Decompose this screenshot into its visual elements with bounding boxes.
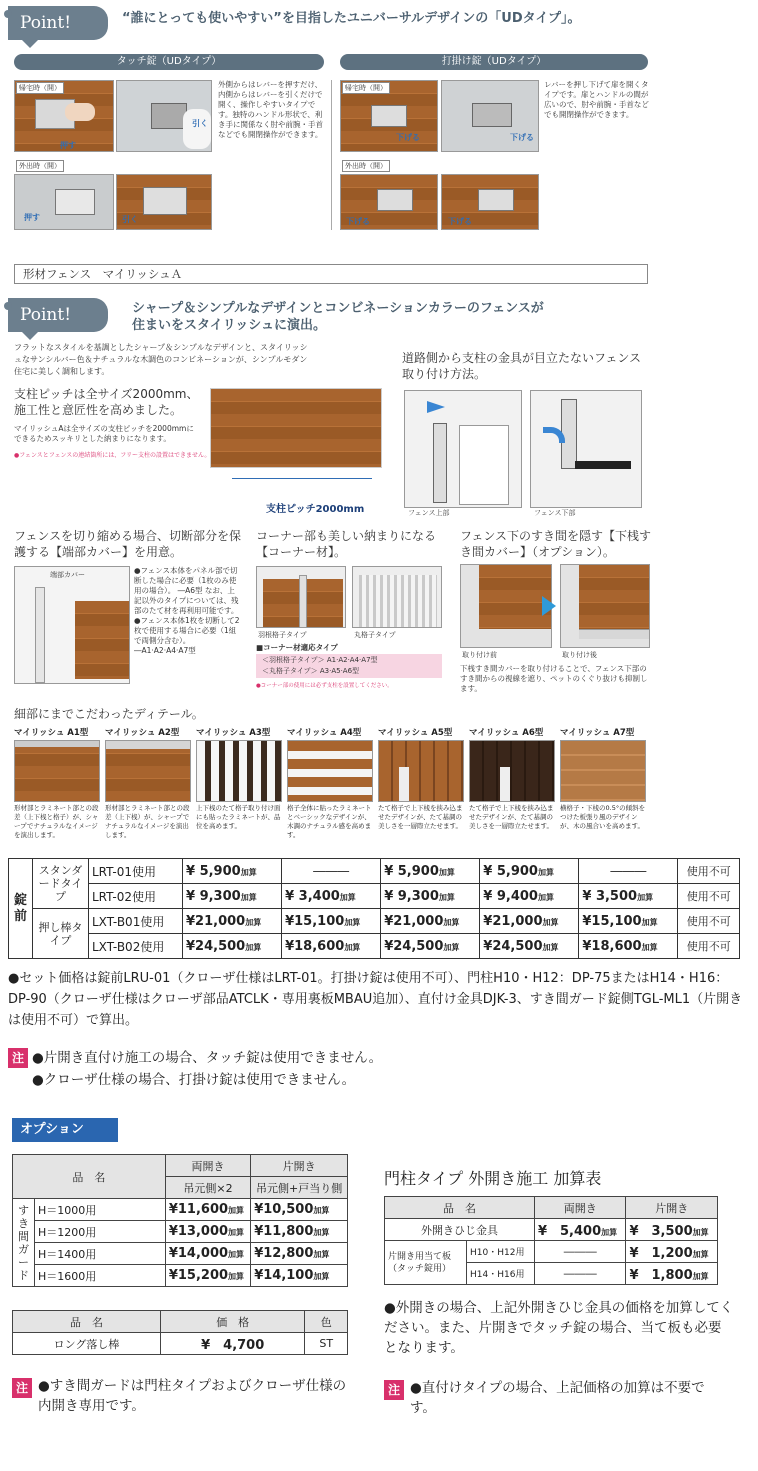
standard-type: スタンダードタイプ bbox=[33, 859, 89, 909]
touch-in-label: 帰宅時（開） bbox=[16, 82, 64, 94]
item-name: 片開き用当て板（タッチ錠用） bbox=[385, 1241, 467, 1285]
col-name: 品 名 bbox=[385, 1197, 535, 1219]
price-cell: ――― bbox=[579, 859, 678, 884]
price-cell: ¥ 5,900加算 bbox=[480, 859, 579, 884]
price-cell: ¥21,000加算 bbox=[480, 909, 579, 934]
corner-heading: ■コーナー材適応タイプ bbox=[256, 643, 338, 652]
latch-desc: レバーを押し下げて扉を開くタイプです。扉とハンドルの間が広いので、肘や前腕・手首などでも開閉操作ができます。 bbox=[544, 80, 649, 119]
option-price: ¥14,000加算 bbox=[165, 1243, 250, 1265]
price-cell: ¥24,500加算 bbox=[183, 934, 282, 959]
price-cell: 使用不可 bbox=[678, 909, 740, 934]
type-a5: マイリッシュ A5型 たて格子で上下桟を挟み込ませたデザインが、たて基調の美しさを一層際立たせます。 bbox=[378, 728, 463, 830]
item-price: ¥ 3,500加算 bbox=[626, 1219, 718, 1241]
gap-before-image bbox=[460, 564, 552, 648]
item-name: ロング落し棒 bbox=[13, 1333, 161, 1355]
road-title: 道路側から支柱の金具が目立たないフェンス取り付け方法。 bbox=[402, 351, 642, 381]
price-cell: ¥21,000加算 bbox=[381, 909, 480, 934]
item-price: ¥ 1,800加算 bbox=[626, 1263, 718, 1285]
gate-table bbox=[384, 1196, 718, 1285]
item-sub: H10・H12用 bbox=[467, 1241, 535, 1263]
latch-out-label: 外出時（開） bbox=[342, 160, 390, 172]
gap-desc: 下桟すき間カバーを取り付けることで、フェンス下部のすき間からの視線を遮り、ペットのくぐり抜けも抑制します。 bbox=[460, 664, 648, 693]
gate-note-2: ●直付けタイプの場合、上記価格の加算は不要です。 bbox=[410, 1380, 705, 1416]
table-row bbox=[385, 1219, 718, 1241]
corner-title: コーナー部も美しい納まりになる【コーナー材】。 bbox=[256, 529, 437, 559]
table-row bbox=[13, 1243, 348, 1265]
gap-title: フェンス下のすき間を隠す【下桟すき間カバー】（オプション）。 bbox=[460, 529, 652, 559]
item-color: ST bbox=[305, 1333, 348, 1355]
price-cell: ¥24,500加算 bbox=[381, 934, 480, 959]
price-cell: ¥ 9,300加算 bbox=[183, 884, 282, 909]
warning-badge: 注 bbox=[12, 1378, 32, 1398]
col-name: 品 名 bbox=[13, 1311, 161, 1333]
touch-arrow-1: 押す bbox=[60, 141, 76, 150]
corner-a-label: 羽根格子タイプ bbox=[258, 631, 307, 639]
latch-arrow-3: 下げる bbox=[346, 217, 370, 226]
price-cell: ¥15,100加算 bbox=[579, 909, 678, 934]
pitch-line bbox=[232, 478, 372, 479]
price-cell: ¥15,100加算 bbox=[282, 909, 381, 934]
product-bar: 形材フェンス マイリッシュＡ bbox=[14, 264, 648, 284]
option-name: H＝1400用 bbox=[35, 1243, 166, 1265]
warning-block bbox=[8, 1048, 28, 1068]
price-cell: ¥ 5,900加算 bbox=[183, 859, 282, 884]
pitch-label: 支柱ピッチ2000mm bbox=[266, 504, 365, 515]
gap-before-label: 取り付け前 bbox=[462, 651, 497, 659]
model-cell: LRT-02使用 bbox=[89, 884, 183, 909]
price-cell: ¥ 9,400加算 bbox=[480, 884, 579, 909]
option-note: ●すき間ガードは門柱タイプおよびクローザ仕様の内開き専用です。 bbox=[38, 1378, 347, 1414]
gap-guard-group: すき間ガード bbox=[13, 1199, 35, 1287]
gate-note-1: ●外開きの場合、上記外開きひじ金具の価格を加算してください。また、片開きでタッチ錠の場合、当て板も必要となります。 bbox=[384, 1300, 734, 1356]
ud-headline: “誰にとっても使いやすい”を目指したユニバーサルデザインの「UDタイプ」。 bbox=[122, 11, 581, 26]
style-headline-1: シャープ＆シンプルなデザインとコンビネーションカラーのフェンスが bbox=[132, 301, 544, 316]
price-cell: ¥ 5,900加算 bbox=[381, 859, 480, 884]
detail-row bbox=[14, 726, 654, 839]
option-name: H＝1600用 bbox=[35, 1265, 166, 1287]
option-price: ¥12,800加算 bbox=[251, 1243, 348, 1265]
item-price: ¥ 1,200加算 bbox=[626, 1241, 718, 1263]
sub-double: 吊元側×2 bbox=[165, 1177, 250, 1199]
touch-out-label: 外出時（開） bbox=[16, 160, 64, 172]
option-price: ¥14,100加算 bbox=[251, 1265, 348, 1287]
option-price: ¥11,600加算 bbox=[165, 1199, 250, 1221]
option-price: ¥13,000加算 bbox=[165, 1221, 250, 1243]
table-row bbox=[9, 934, 740, 959]
long-rod-table bbox=[12, 1310, 348, 1355]
type-a6: マイリッシュ A6型 たて格子で上下桟を挟み込ませたデザインが、たて基調の美しさを一層際立たせます。 bbox=[469, 728, 554, 830]
col-double: 両開き bbox=[534, 1197, 626, 1219]
latch-lock-title: 打掛け錠（UDタイプ） bbox=[340, 54, 648, 70]
fence-pitch-image bbox=[210, 388, 382, 468]
price-cell: ¥ 3,500加算 bbox=[579, 884, 678, 909]
corner-types-box bbox=[256, 654, 442, 678]
option-table bbox=[12, 1154, 348, 1287]
touch-desc: 外側からはレバーを押すだけ、内側からはレバーを引くだけで開く、操作しやすいタイプです。独特のハンドル形状で、利き手に関係なく肘や前腕・手首などでも開閉操作ができます。 bbox=[218, 80, 323, 139]
model-cell: LXT-B02使用 bbox=[89, 934, 183, 959]
type-a2: マイリッシュ A2型 形材部とラミネート部との段差（上下桟）が、シャープでナチュラルなイメージを演出します。 bbox=[105, 726, 193, 840]
corner-types-2: ＜丸格子タイプ＞ A3·A5·A6型 bbox=[262, 667, 360, 675]
item-price: ¥ 5,400加算 bbox=[534, 1219, 626, 1241]
end-cover-label: 端部カバー bbox=[50, 571, 85, 579]
pitch-note: ●フェンスとフェンスの連結箇所には、フリー支柱の設置はできません。 bbox=[14, 452, 211, 459]
corner-types-1: ＜羽根格子タイプ＞ A1·A2·A4·A7型 bbox=[262, 656, 378, 664]
type-a7: マイリッシュ A7型 横格子・下桟の0.5°の傾斜をつけた板張り風のデザインが、木の風合いを高めます。 bbox=[560, 728, 646, 830]
price-cell: 使用不可 bbox=[678, 884, 740, 909]
detail-title: 細部にまでこだわったディテール。 bbox=[14, 707, 204, 721]
option-name: H＝1000用 bbox=[35, 1199, 166, 1221]
price-cell: ――― bbox=[282, 859, 381, 884]
road-lower-label: フェンス下部 bbox=[534, 509, 576, 517]
corner-note: ●コーナー部の使用には必ず支柱を設置してください。 bbox=[256, 683, 393, 689]
style-headline-2: 住まいをスタイリッシュに演出。 bbox=[132, 318, 326, 333]
set-price-note: ●セット価格は錠前LRU-01（クローザ仕様はLRT-01。打掛け錠は使用不可）、門柱H10・H12：DP-75またはH14・H16：DP-90（クローザ仕様はクローザ部品ATCLK・専用裏板MBAU追加）、直付け金具DJK-3、すき間ガード錠側TGL-ML1（片開きは使用不可）で算出。 bbox=[8, 971, 743, 1028]
price-cell: ¥18,600加算 bbox=[579, 934, 678, 959]
col-color: 色 bbox=[305, 1311, 348, 1333]
table-row bbox=[13, 1199, 348, 1221]
lock-group: 錠前 bbox=[9, 859, 33, 959]
type-a1: マイリッシュ A1型 形材部とラミネート部との段差（上下桟と格子）が、シャープでナチュラルなイメージを演出します。 bbox=[14, 726, 102, 840]
corner-image-a bbox=[256, 566, 346, 628]
corner-b-label: 丸格子タイプ bbox=[354, 631, 396, 639]
model-cell: LRT-01使用 bbox=[89, 859, 183, 884]
pitch-title: 支柱ピッチは全サイズ2000mm、施工性と意匠性を高めました。 bbox=[14, 387, 199, 417]
col-single: 片開き bbox=[626, 1197, 718, 1219]
gap-arrow bbox=[542, 596, 556, 616]
col-double: 両開き bbox=[165, 1155, 250, 1177]
end-cover-title: フェンスを切り縮める場合、切断部分を保護する【端部カバー】を用意。 bbox=[14, 529, 242, 559]
end-cover-image bbox=[14, 566, 130, 684]
pitch-desc: マイリッシュAは全サイズの支柱ピッチを2000mmにできるためスッキリとした納まりになります。 bbox=[14, 424, 194, 443]
touch-arrow-2: 引く bbox=[192, 119, 208, 128]
point-badge: Point! bbox=[8, 6, 108, 40]
table-row bbox=[9, 859, 740, 884]
warning-1: ●片開き直付け施工の場合、タッチ錠は使用できません。 bbox=[32, 1050, 383, 1066]
end-cover-desc: ●フェンス本体をパネル部で切断した場合に必要（1枚のみ使用の場合）。 ―A6型 なお、上記以外のタイプについては、残部のたて材を再利用可能です。 ●フェンス本体1枚を切断して2枚で使用する場合に必要（1組で両側分含む）。 ―A1·A2·A4·A7型 bbox=[134, 566, 240, 655]
latch-arrow-2: 下げる bbox=[510, 133, 534, 142]
touch-lock-title: タッチ錠（UDタイプ） bbox=[14, 54, 324, 70]
price-cell: 使用不可 bbox=[678, 934, 740, 959]
latch-arrow-4: 下げる bbox=[448, 217, 472, 226]
intro-text: フラットなスタイルを基調としたシャープ＆シンプルなデザインと、スタイリッシュなサンシルバー色＆ナチュラルな木調色のコンビネーションが、シンプルモダン住宅に美しく調和します。 bbox=[14, 343, 308, 376]
type-a3: マイリッシュ A3型 上下桟のたて格子取り付け面にも貼ったラミネートが、品位を高めます。 bbox=[196, 728, 281, 830]
option-price: ¥10,500加算 bbox=[251, 1199, 348, 1221]
option-warning bbox=[12, 1378, 32, 1398]
item-price: ¥ 4,700 bbox=[161, 1333, 305, 1355]
touch-arrow-4: 引く bbox=[122, 215, 138, 224]
warning-badge: 注 bbox=[8, 1048, 28, 1068]
price-cell: ¥24,500加算 bbox=[480, 934, 579, 959]
push-type: 押し棒タイプ bbox=[33, 909, 89, 959]
item-price: ――― bbox=[534, 1263, 626, 1285]
table-row bbox=[13, 1221, 348, 1243]
option-tab: オプション bbox=[12, 1118, 118, 1142]
gap-after-label: 取り付け後 bbox=[562, 651, 597, 659]
price-cell: ¥ 9,300加算 bbox=[381, 884, 480, 909]
road-diagram-lower bbox=[530, 390, 642, 508]
warning-2: ●クローザ仕様の場合、打掛け錠は使用できません。 bbox=[32, 1072, 356, 1088]
road-diagram-upper bbox=[404, 390, 522, 508]
item-sub: H14・H16用 bbox=[467, 1263, 535, 1285]
price-cell: ¥ 3,400加算 bbox=[282, 884, 381, 909]
lock-price-table bbox=[8, 858, 740, 959]
table-row bbox=[385, 1241, 718, 1263]
model-cell: LXT-B01使用 bbox=[89, 909, 183, 934]
price-cell: ¥21,000加算 bbox=[183, 909, 282, 934]
table-row bbox=[13, 1265, 348, 1287]
col-price: 価 格 bbox=[161, 1311, 305, 1333]
corner-image-b bbox=[352, 566, 442, 628]
option-price: ¥11,800加算 bbox=[251, 1221, 348, 1243]
latch-in-label: 帰宅時（開） bbox=[342, 82, 390, 94]
point-badge-2: Point! bbox=[8, 298, 108, 332]
table-row bbox=[9, 909, 740, 934]
option-price: ¥15,200加算 bbox=[165, 1265, 250, 1287]
item-name: 外開きひじ金具 bbox=[385, 1219, 535, 1241]
divider bbox=[331, 80, 332, 230]
sub-single: 吊元側+戸当り側 bbox=[251, 1177, 348, 1199]
item-price: ――― bbox=[534, 1241, 626, 1263]
touch-arrow-3: 押す bbox=[24, 213, 40, 222]
table-row bbox=[9, 884, 740, 909]
latch-arrow-1: 下げる bbox=[396, 133, 420, 142]
warning-badge: 注 bbox=[384, 1380, 404, 1400]
road-upper-label: フェンス上部 bbox=[408, 509, 450, 517]
table-row bbox=[13, 1333, 348, 1355]
touch-photo-2 bbox=[116, 80, 212, 152]
col-name: 品 名 bbox=[13, 1155, 166, 1199]
type-a4: マイリッシュ A4型 格子全体に貼ったラミネートとベーシックなデザインが、木調のナチュラル感を高めます。 bbox=[287, 728, 372, 839]
gate-warning bbox=[384, 1380, 404, 1400]
option-name: H＝1200用 bbox=[35, 1221, 166, 1243]
gap-after-image bbox=[560, 564, 650, 648]
price-cell: ¥18,600加算 bbox=[282, 934, 381, 959]
price-cell: 使用不可 bbox=[678, 859, 740, 884]
col-single: 片開き bbox=[251, 1155, 348, 1177]
gate-title: 門柱タイプ 外開き施工 加算表 bbox=[384, 1169, 602, 1188]
